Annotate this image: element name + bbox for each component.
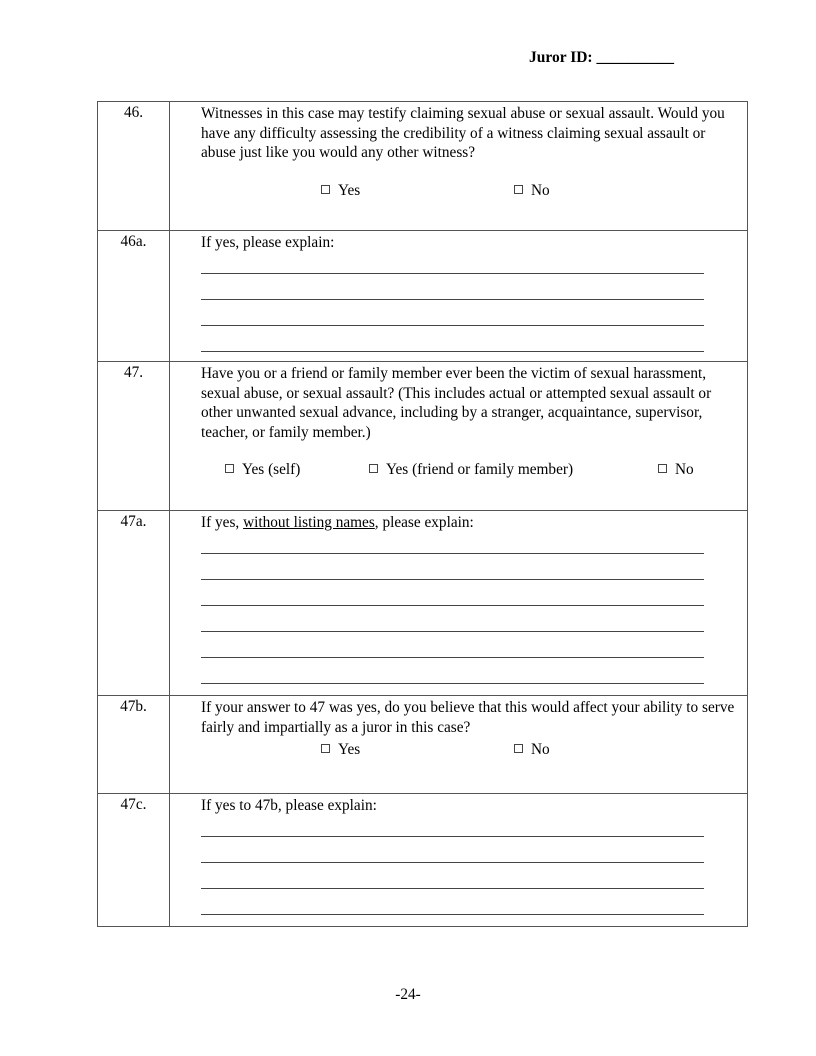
answer-line[interactable] <box>201 579 704 580</box>
answer-line[interactable] <box>201 605 704 606</box>
checkbox-icon[interactable] <box>225 464 234 473</box>
option-yes-self[interactable] <box>225 460 300 480</box>
option-label: No <box>531 181 550 199</box>
answer-line[interactable] <box>201 683 704 684</box>
question-cell <box>170 102 748 231</box>
option-label: Yes (self) <box>242 461 301 478</box>
answer-line[interactable] <box>201 888 704 889</box>
question-number: 47a. <box>98 511 170 696</box>
answer-line[interactable] <box>201 914 704 915</box>
question-text: Witnesses in this case may testify claiming sexual abuse or sexual assault. Would you have any difficulty assessing the credibility of a witness claiming sexual assault or abuse just like you would any other witness? <box>201 105 725 161</box>
answer-line[interactable] <box>201 299 704 300</box>
option-label: Yes <box>338 181 361 199</box>
questionnaire-table <box>97 101 748 927</box>
question-row-47 <box>98 362 748 511</box>
option-label: Yes <box>338 741 361 758</box>
answer-line[interactable] <box>201 351 704 352</box>
answer-line[interactable] <box>201 657 704 658</box>
question-number: 47. <box>98 362 170 511</box>
answer-line[interactable] <box>201 553 704 554</box>
checkbox-icon[interactable] <box>514 185 523 194</box>
question-row-47c <box>98 794 748 927</box>
question-cell <box>170 231 748 362</box>
answer-line[interactable] <box>201 325 704 326</box>
option-label: No <box>531 741 550 758</box>
question-row-47b <box>98 696 748 794</box>
question-row-46a <box>98 231 748 362</box>
checkbox-icon[interactable] <box>514 744 523 753</box>
question-text: If yes to 47b, please explain: <box>201 797 377 814</box>
question-text-part: If yes, <box>201 514 244 531</box>
question-cell <box>170 362 748 511</box>
answer-line[interactable] <box>201 836 704 837</box>
option-label: Yes (friend or family member) <box>386 461 574 478</box>
question-text-part: , please explain: <box>374 514 474 531</box>
option-label: No <box>675 461 694 478</box>
question-number: 47b. <box>98 696 170 794</box>
question-text-underlined: without listing names <box>243 514 375 531</box>
answer-lines[interactable] <box>201 836 739 915</box>
answer-line[interactable] <box>201 862 704 863</box>
question-cell <box>170 696 748 794</box>
option-yes[interactable] <box>321 181 360 201</box>
checkbox-icon[interactable] <box>321 185 330 194</box>
answer-lines[interactable] <box>201 273 739 352</box>
question-row-46 <box>98 102 748 231</box>
question-text: Have you or a friend or family member ever been the victim of sexual harassment, sexual abuse, or sexual assault? (This includes actual or attempted sexual assault or other unwanted sexual advance, including by a stranger, acquaintance, supervisor, teacher, or family member.) <box>201 365 712 441</box>
option-yes-friend-family[interactable] <box>369 460 573 480</box>
answer-line[interactable] <box>201 273 704 274</box>
option-no[interactable] <box>658 460 694 480</box>
checkbox-icon[interactable] <box>321 744 330 753</box>
question-number: 46a. <box>98 231 170 362</box>
question-text <box>201 513 739 533</box>
checkbox-icon[interactable] <box>658 464 667 473</box>
checkbox-icon[interactable] <box>369 464 378 473</box>
question-text: If yes, please explain: <box>201 234 335 251</box>
juror-id-label: Juror ID: __________ <box>529 49 674 66</box>
option-yes[interactable] <box>321 740 360 760</box>
option-no[interactable] <box>514 181 550 201</box>
question-number: 47c. <box>98 794 170 927</box>
page-number: -24- <box>395 986 421 1003</box>
question-cell <box>170 794 748 927</box>
option-no[interactable] <box>514 740 550 760</box>
answer-line[interactable] <box>201 631 704 632</box>
question-row-47a <box>98 511 748 696</box>
answer-lines[interactable] <box>201 553 739 684</box>
question-text: If your answer to 47 was yes, do you believe that this would affect your ability to serve fairly and impartially as a juror in this case? <box>201 699 735 736</box>
question-cell <box>170 511 748 696</box>
question-number: 46. <box>98 102 170 231</box>
